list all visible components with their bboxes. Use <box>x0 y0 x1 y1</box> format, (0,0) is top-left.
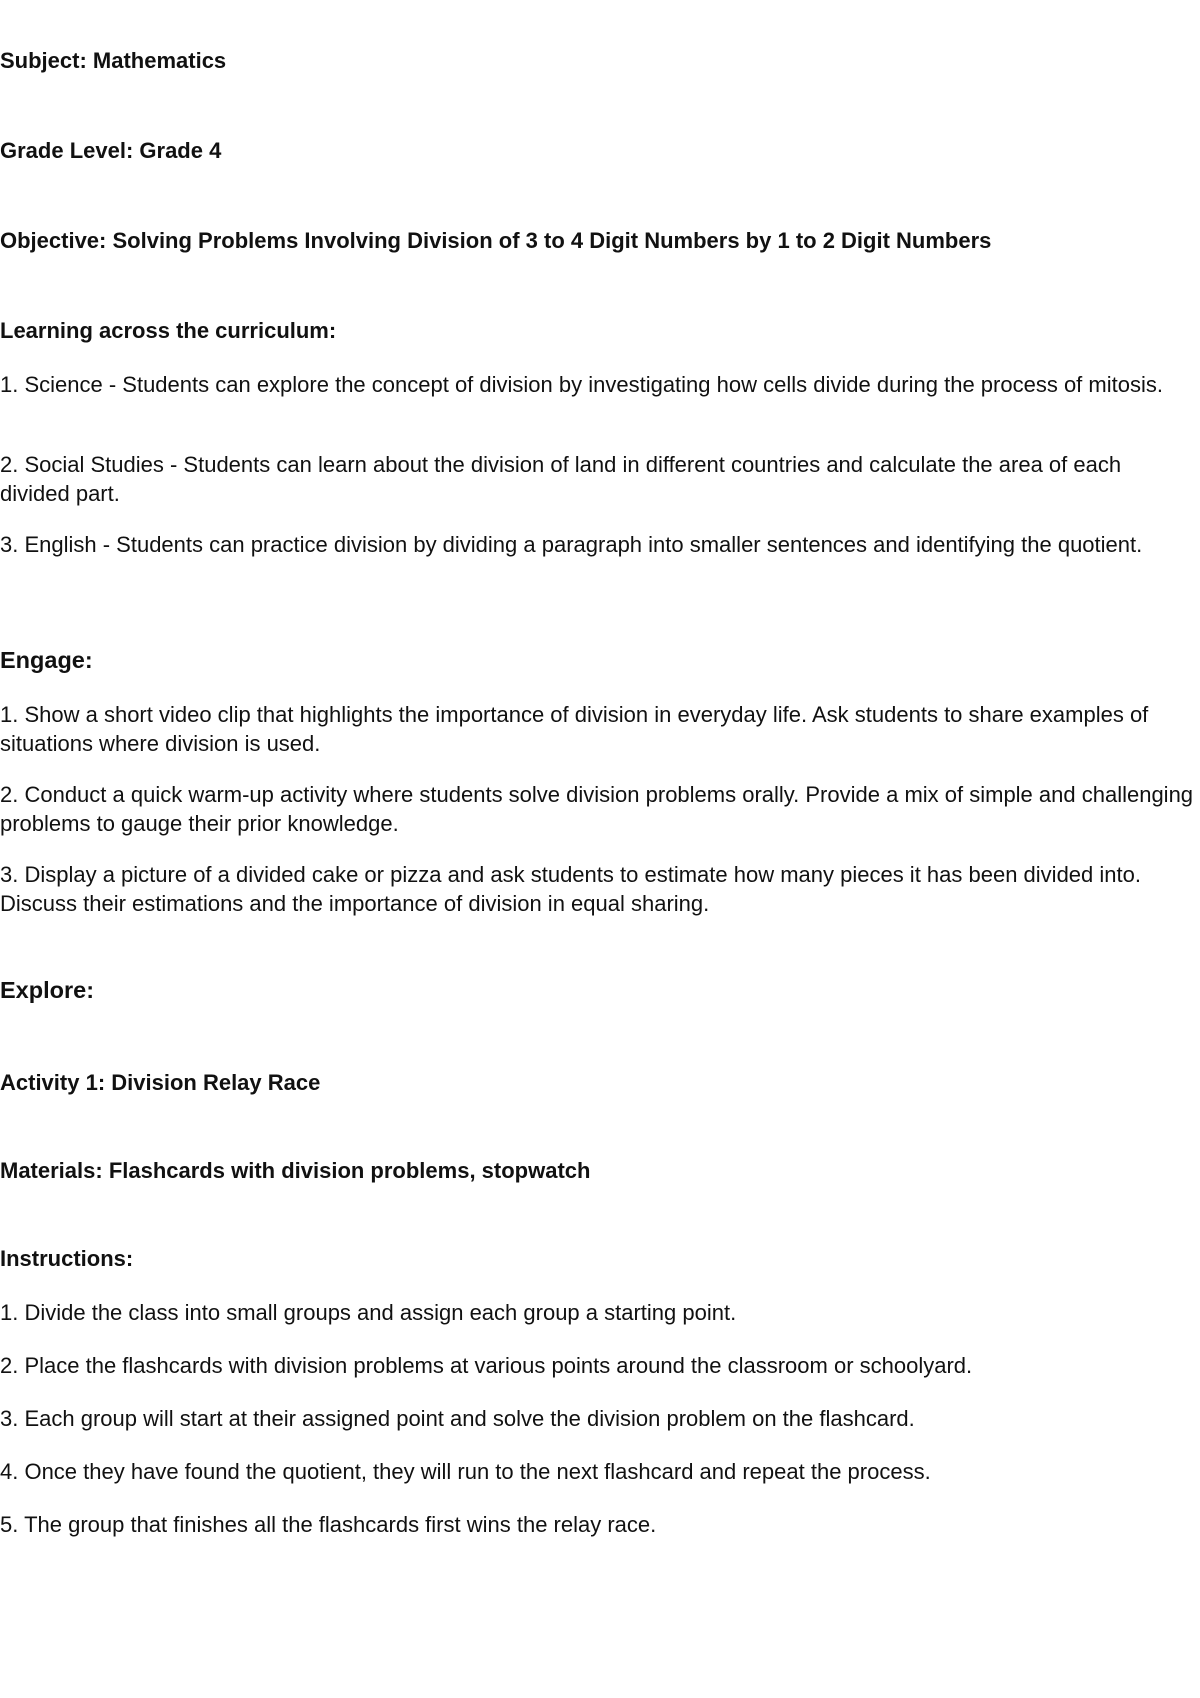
engage-item-1: 1. Show a short video clip that highlights the importance of division in everyday life. Ask students to share examples of situations where division is used. <box>0 702 1149 756</box>
instructions-heading: Instructions: <box>0 1246 134 1271</box>
instruction-item-2: 2. Place the flashcards with division problems at various points around the classroom or schoolyard. <box>0 1353 973 1378</box>
instruction-item-5: 5. The group that finishes all the flashcards first wins the relay race. <box>0 1512 657 1537</box>
curriculum-item-science: 1. Science - Students can explore the concept of division by investigating how cells divide during the process of mitosis. <box>0 372 1163 397</box>
subject-line: Subject: Mathematics <box>0 48 227 73</box>
instruction-item-4: 4. Once they have found the quotient, they will run to the next flashcard and repeat the process. <box>0 1459 931 1484</box>
engage-heading: Engage: <box>0 647 93 673</box>
explore-heading: Explore: <box>0 977 95 1003</box>
engage-item-2: 2. Conduct a quick warm-up activity where students solve division problems orally. Provide a mix of simple and challenging problems to gauge their prior knowledge. <box>0 782 1194 836</box>
instruction-item-1: 1. Divide the class into small groups and assign each group a starting point. <box>0 1300 737 1325</box>
curriculum-heading: Learning across the curriculum: <box>0 318 337 343</box>
activity-title: Activity 1: Division Relay Race <box>0 1070 321 1095</box>
objective-line: Objective: Solving Problems Involving Division of 3 to 4 Digit Numbers by 1 to 2 Digit Numbers <box>0 228 992 253</box>
instruction-item-3: 3. Each group will start at their assigned point and solve the division problem on the flashcard. <box>0 1406 915 1431</box>
materials-line: Materials: Flashcards with division problems, stopwatch <box>0 1158 591 1183</box>
grade-level-line: Grade Level: Grade 4 <box>0 138 222 163</box>
curriculum-item-english: 3. English - Students can practice division by dividing a paragraph into smaller sentences and identifying the quotient. <box>0 532 1143 557</box>
curriculum-item-social-studies: 2. Social Studies - Students can learn about the division of land in different countries and calculate the area of each divided part. <box>0 452 1122 506</box>
engage-item-3: 3. Display a picture of a divided cake or pizza and ask students to estimate how many pieces it has been divided into. Discuss their estimations and the importance of division in equal sharing. <box>0 862 1141 916</box>
